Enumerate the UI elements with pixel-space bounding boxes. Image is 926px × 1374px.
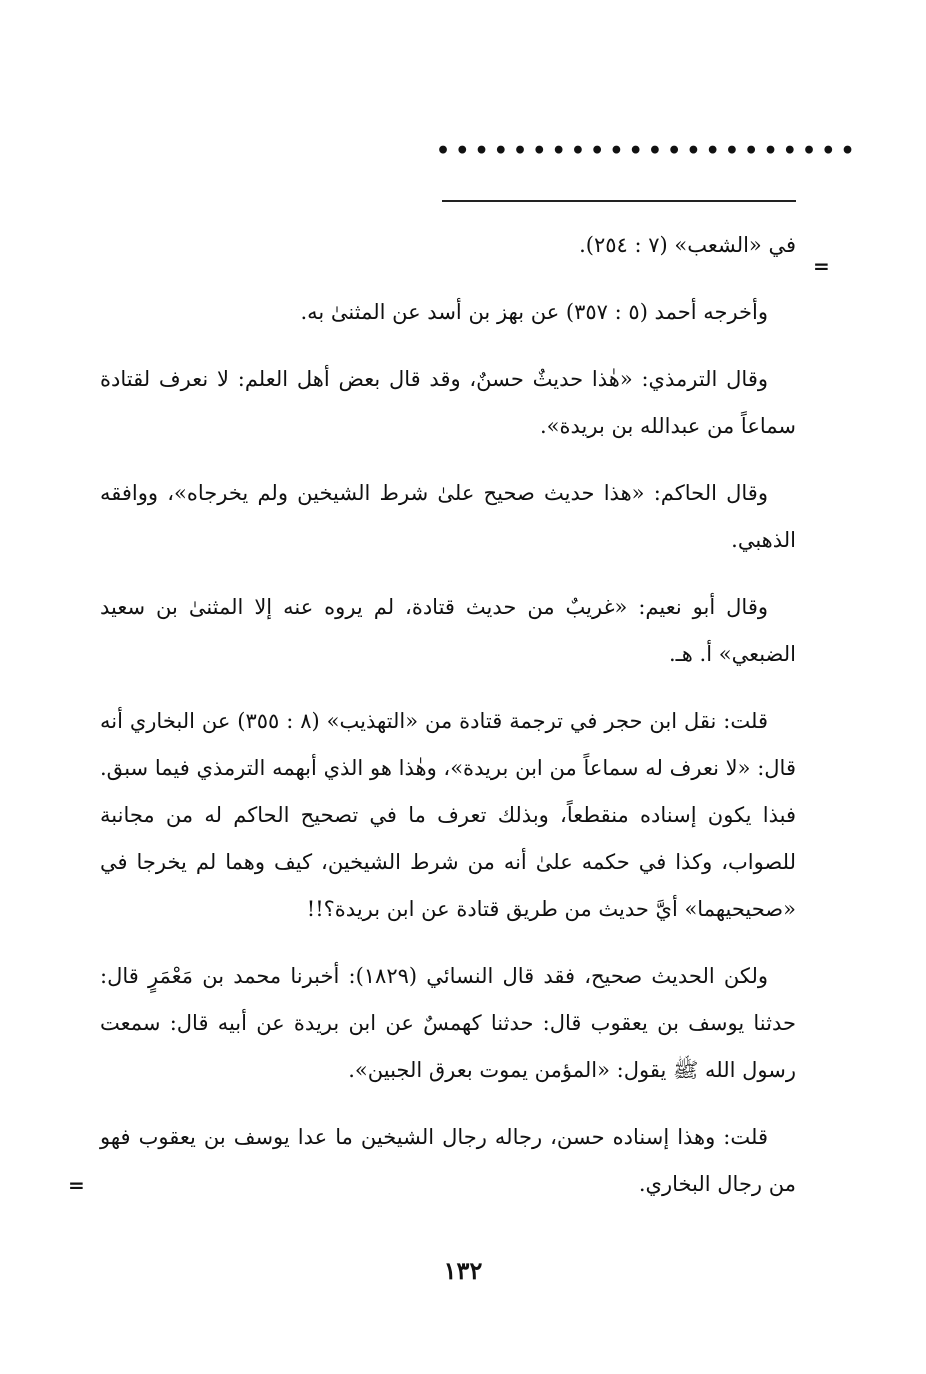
paragraph-nasai: ولكن الحديث صحيح، فقد قال النسائي (١٨٢٩): أخبرنا محمد بن مَعْمَرٍ قال: حدثنا يوسف بن يعقوب قال: حدثنا كهمسٌ عن ابن بريدة عن أبيه قال: سمعت رسول الله ﷺ يقول: «المؤمن يموت بعرق الجبين».: [100, 964, 796, 1082]
paragraph-hakim: وقال الحاكم: «هذا حديث صحيح علىٰ شرط الشيخين ولم يخرجاه»، ووافقه الذهبي.: [100, 481, 796, 552]
header-dots: ••••••••••••••••••••••: [436, 138, 860, 164]
paragraph-abu-nuaym: وقال أبو نعيم: «غريبٌ من حديث قتادة، لم يروه عنه إلا المثنىٰ بن سعيد الضبعي» أ. هـ.: [100, 595, 796, 666]
paragraph-tirmidhi: وقال الترمذي: «هٰذا حديثٌ حسنٌ، وقد قال بعض أهل العلم: لا نعرف لقتادة سماعاً من عبدالله بن بريدة».: [100, 367, 796, 438]
page-body: [100, 222, 796, 1228]
page-number: ١٣٢: [443, 1256, 483, 1285]
paragraph-ahmad: وأخرجه أحمد (٥ : ٣٥٧) عن بهز بن أسد عن المثنىٰ به.: [300, 300, 768, 324]
paragraph-ibn-hajar: قلت: نقل ابن حجر في ترجمة قتادة من «التهذيب» (٨ : ٣٥٥) عن البخاري أنه قال: «لا نعرف له سماعاً من ابن بريدة»، وهٰذا هو الذي أبهمه الترمذي فيما سبق. فبذا يكون إسناده منقطعاً، وبذلك تعرف ما في تصحيح الحاكم له من مجانبة للصواب، وكذا في حكمه علىٰ أنه من شرط الشيخين، كيف وهما لم يخرجا في «صحيحيهما» أيَّ حديث من طريق قتادة عن ابن بريدة؟!!: [100, 709, 796, 921]
margin-mark-bottom: =: [68, 1173, 85, 1197]
footnote-rule: [442, 200, 796, 202]
margin-mark-top: =: [813, 254, 830, 278]
paragraph-shuab-reference: في «الشعب» (٧ : ٢٥٤).: [579, 233, 796, 257]
paragraph-conclusion: قلت: وهذا إسناده حسن، رجاله رجال الشيخين ما عدا يوسف بن يعقوب فهو من رجال البخاري.: [100, 1125, 796, 1196]
